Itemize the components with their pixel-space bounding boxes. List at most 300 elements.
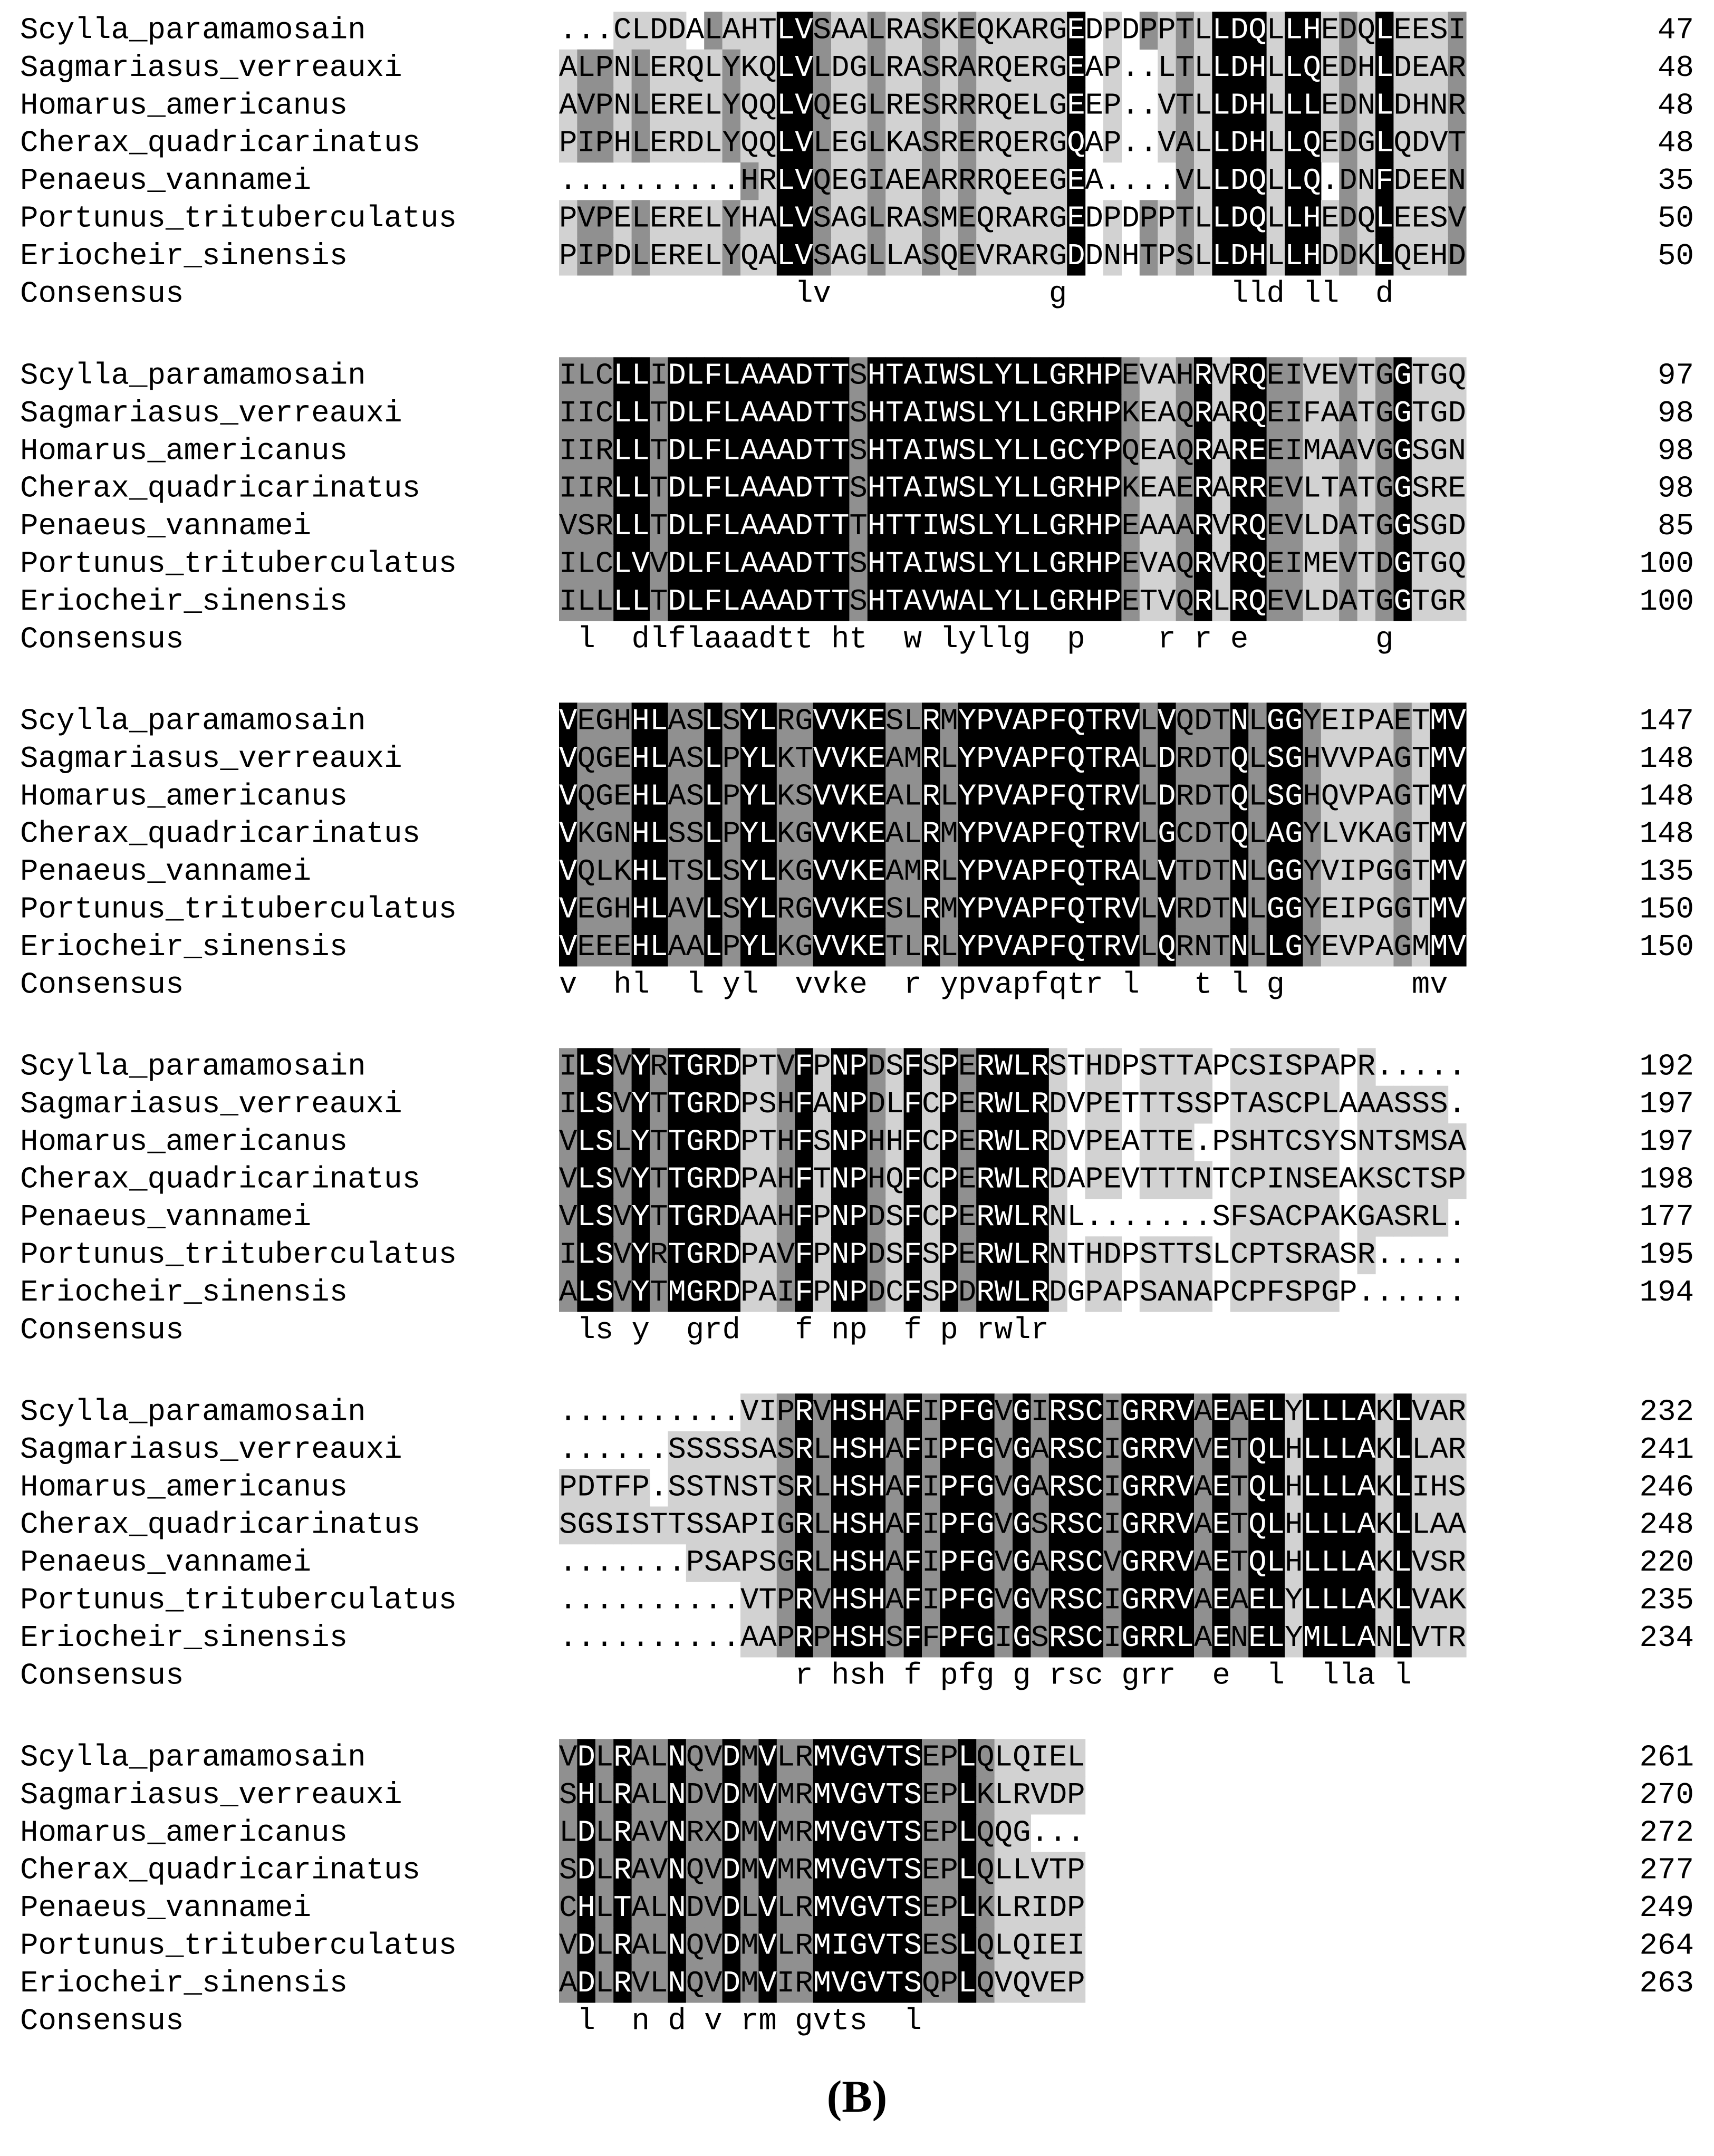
residue: A xyxy=(631,1929,650,1964)
residue: T xyxy=(1357,359,1376,393)
residue: V xyxy=(976,239,995,274)
residue: V xyxy=(867,1929,886,1964)
residue: A xyxy=(668,892,686,927)
species-name: Cherax_quadricarinatus xyxy=(20,1162,421,1197)
consensus-residue: g xyxy=(686,1313,705,1348)
residue: G xyxy=(849,1816,868,1851)
residue: L xyxy=(776,1929,795,1964)
residue: V xyxy=(577,201,595,236)
residue: D xyxy=(1048,1891,1067,1926)
residue: P xyxy=(1448,1162,1467,1197)
residue: I xyxy=(649,359,668,393)
residue: L xyxy=(631,396,650,431)
residue: P xyxy=(1085,1162,1104,1197)
residue: E xyxy=(1248,1583,1267,1618)
residue: R xyxy=(1448,1395,1467,1430)
residue: C xyxy=(1393,1162,1412,1197)
residue: V xyxy=(1103,1546,1122,1581)
residue: N xyxy=(1230,855,1249,890)
residue: Q xyxy=(1012,1966,1031,2001)
residue: P xyxy=(940,1395,958,1430)
residue: L xyxy=(704,704,723,739)
residue: E xyxy=(958,1087,977,1122)
residue: S xyxy=(686,1470,705,1505)
residue: E xyxy=(1103,1125,1122,1160)
residue: Y xyxy=(1284,1583,1303,1618)
residue: R xyxy=(795,1583,813,1618)
residue: G xyxy=(976,1432,995,1467)
residue: M xyxy=(1411,1125,1430,1160)
residue: L xyxy=(704,51,723,85)
consensus-residue: l xyxy=(1230,277,1249,312)
residue: A xyxy=(903,201,922,236)
residue: T xyxy=(1411,892,1430,927)
residue: L xyxy=(1393,1432,1412,1467)
residue: A xyxy=(885,164,904,199)
residue: L xyxy=(649,1740,668,1775)
residue: L xyxy=(1139,779,1158,814)
residue: L xyxy=(595,855,614,890)
residue: T xyxy=(668,1050,686,1084)
residue: V xyxy=(994,742,1013,776)
residue: L xyxy=(1248,704,1267,739)
residue: D xyxy=(795,396,813,431)
residue: P xyxy=(1357,704,1376,739)
residue: Q xyxy=(1248,1470,1267,1505)
residue: G xyxy=(686,1275,705,1310)
residue: Y xyxy=(740,855,759,890)
residue: T xyxy=(668,1238,686,1273)
residue: E xyxy=(1321,1162,1340,1197)
residue: T xyxy=(1321,471,1340,506)
residue: L xyxy=(631,584,650,619)
consensus-residue: g xyxy=(1012,622,1031,657)
residue: R xyxy=(1048,1508,1067,1543)
consensus-residue: m xyxy=(1411,968,1430,1003)
residue: H xyxy=(740,164,759,199)
residue: S xyxy=(1176,239,1195,274)
residue: Q xyxy=(758,51,777,85)
residue: L xyxy=(1284,239,1303,274)
residue: L xyxy=(813,1546,832,1581)
residue: I xyxy=(921,396,940,431)
residue: L xyxy=(649,779,668,814)
residue: T xyxy=(649,396,668,431)
residue: S xyxy=(921,126,940,161)
residue: M xyxy=(740,1778,759,1813)
residue: T xyxy=(885,1740,904,1775)
residue: T xyxy=(1139,584,1158,619)
residue: Y xyxy=(722,89,741,123)
residue: G xyxy=(849,51,868,85)
consensus-residue: h xyxy=(831,622,850,657)
residue: G xyxy=(1121,1621,1140,1656)
residue: L xyxy=(577,547,595,582)
residue: . xyxy=(1448,1200,1467,1235)
residue: S xyxy=(849,1621,868,1656)
consensus-residue: l xyxy=(1012,1313,1031,1348)
residue: S xyxy=(668,1432,686,1467)
residue: E xyxy=(613,779,632,814)
residue: E xyxy=(867,892,886,927)
residue: V xyxy=(831,704,850,739)
residue: D xyxy=(831,51,850,85)
residue: T xyxy=(1411,704,1430,739)
residue: Q xyxy=(1393,239,1412,274)
residue: P xyxy=(1212,1087,1230,1122)
residue: . xyxy=(1176,1200,1195,1235)
residue: V xyxy=(1121,817,1140,852)
residue: G xyxy=(1012,1508,1031,1543)
residue: . xyxy=(668,1546,686,1581)
residue: S xyxy=(813,13,832,48)
residue: L xyxy=(740,1891,759,1926)
consensus-residue: l xyxy=(994,622,1013,657)
residue: R xyxy=(940,126,958,161)
residue: L xyxy=(867,89,886,123)
residue: R xyxy=(795,1816,813,1851)
residue: D xyxy=(1448,396,1467,431)
residue: L xyxy=(595,1891,614,1926)
residue: L xyxy=(994,1778,1013,1813)
residue: E xyxy=(958,1238,977,1273)
residue: R xyxy=(1448,89,1467,123)
residue: R xyxy=(1048,1395,1067,1430)
residue: W xyxy=(994,1050,1013,1084)
species-name: Penaeus_vannamei xyxy=(20,855,312,890)
residue: L xyxy=(649,817,668,852)
residue: L xyxy=(649,742,668,776)
residue: I xyxy=(577,434,595,469)
species-name: Eriocheir_sinensis xyxy=(20,239,348,274)
residue-count: 47 xyxy=(1657,13,1694,48)
residue: P xyxy=(1248,1275,1267,1310)
residue: Q xyxy=(1158,930,1176,965)
residue: N xyxy=(831,1087,850,1122)
residue: M xyxy=(740,1929,759,1964)
residue: S xyxy=(1411,1087,1430,1122)
residue: . xyxy=(595,13,614,48)
consensus-residue: w xyxy=(903,622,922,657)
residue: V xyxy=(559,817,577,852)
residue: Q xyxy=(740,126,759,161)
residue: S xyxy=(921,1275,940,1310)
species-name: Scylla_paramamosain xyxy=(20,1050,366,1084)
species-name: Cherax_quadricarinatus xyxy=(20,1853,421,1888)
residue: G xyxy=(1357,126,1376,161)
residue: A xyxy=(776,359,795,393)
residue: V xyxy=(704,1929,723,1964)
residue: E xyxy=(1048,1929,1067,1964)
residue: K xyxy=(1357,817,1376,852)
residue: H xyxy=(831,1621,850,1656)
residue: H xyxy=(867,1470,886,1505)
residue: P xyxy=(940,1200,958,1235)
residue: E xyxy=(1067,51,1085,85)
residue: A xyxy=(758,1238,777,1273)
residue: K xyxy=(1121,471,1140,506)
residue: M xyxy=(1430,892,1448,927)
residue: L xyxy=(1266,13,1285,48)
residue: L xyxy=(813,51,832,85)
residue: R xyxy=(1411,1200,1430,1235)
residue: E xyxy=(1321,201,1340,236)
residue: P xyxy=(976,892,995,927)
residue: G xyxy=(976,1546,995,1581)
consensus-residue: d xyxy=(1266,277,1285,312)
residue: L xyxy=(704,817,723,852)
residue: F xyxy=(958,1621,977,1656)
residue: T xyxy=(1176,201,1195,236)
residue: N xyxy=(613,51,632,85)
residue: V xyxy=(994,704,1013,739)
species-name: Scylla_paramamosain xyxy=(20,1740,366,1775)
residue: G xyxy=(976,1395,995,1430)
residue: G xyxy=(1430,509,1448,544)
residue: G xyxy=(1048,359,1067,393)
residue: V xyxy=(1284,509,1303,544)
residue: L xyxy=(1248,892,1267,927)
residue: T xyxy=(1176,13,1195,48)
residue: T xyxy=(1357,396,1376,431)
residue: L xyxy=(1139,704,1158,739)
residue: T xyxy=(1085,892,1104,927)
residue: R xyxy=(668,126,686,161)
residue: I xyxy=(921,1470,940,1505)
residue: A xyxy=(1430,51,1448,85)
residue: D xyxy=(722,1162,741,1197)
residue: T xyxy=(1085,742,1104,776)
residue: R xyxy=(1067,471,1085,506)
residue: L xyxy=(1158,51,1176,85)
residue: A xyxy=(1375,1200,1394,1235)
residue: A xyxy=(885,1546,904,1581)
residue-count: 195 xyxy=(1639,1238,1694,1273)
residue: E xyxy=(958,13,977,48)
residue: A xyxy=(668,704,686,739)
residue: M xyxy=(813,1778,832,1813)
residue: R xyxy=(1158,1621,1176,1656)
residue: M xyxy=(776,1816,795,1851)
residue: G xyxy=(686,1125,705,1160)
residue: V xyxy=(795,164,813,199)
residue: E xyxy=(1103,1162,1122,1197)
residue: . xyxy=(1067,1816,1085,1851)
residue: I xyxy=(1284,434,1303,469)
residue: V xyxy=(831,1891,850,1926)
residue: P xyxy=(740,1238,759,1273)
residue-count: 261 xyxy=(1639,1740,1694,1775)
consensus-residue: g xyxy=(1048,277,1067,312)
residue: E xyxy=(867,779,886,814)
residue: . xyxy=(559,1395,577,1430)
residue: V xyxy=(831,892,850,927)
residue: Y xyxy=(994,434,1013,469)
consensus-residue: d xyxy=(668,2004,686,2039)
residue: A xyxy=(1375,817,1394,852)
residue: M xyxy=(1303,1621,1321,1656)
residue: D xyxy=(577,1853,595,1888)
residue: P xyxy=(595,126,614,161)
consensus-residue: c xyxy=(1085,1659,1104,1693)
residue: L xyxy=(1248,855,1267,890)
residue: K xyxy=(1448,1583,1467,1618)
residue: L xyxy=(1284,126,1303,161)
residue: A xyxy=(1430,1395,1448,1430)
residue: D xyxy=(722,1891,741,1926)
residue: . xyxy=(577,1546,595,1581)
consensus-residue: l xyxy=(686,622,705,657)
residue: Q xyxy=(994,51,1013,85)
residue: L xyxy=(1193,164,1212,199)
residue: T xyxy=(1212,704,1230,739)
residue: L xyxy=(867,126,886,161)
residue: H xyxy=(1085,359,1104,393)
residue: L xyxy=(649,704,668,739)
residue: H xyxy=(631,892,650,927)
species-name: Homarus_americanus xyxy=(20,434,348,469)
residue: I xyxy=(1103,1583,1122,1618)
residue: A xyxy=(1321,1238,1340,1273)
residue: V xyxy=(813,892,832,927)
residue: Y xyxy=(740,742,759,776)
residue: G xyxy=(1048,509,1067,544)
residue: D xyxy=(668,471,686,506)
residue: S xyxy=(849,584,868,619)
residue: G xyxy=(1048,126,1067,161)
residue: . xyxy=(1430,1275,1448,1310)
residue: H xyxy=(867,1508,886,1543)
residue: R xyxy=(704,1125,723,1160)
residue: R xyxy=(776,892,795,927)
residue: L xyxy=(1212,126,1230,161)
residue: R xyxy=(1193,359,1212,393)
residue: Q xyxy=(1176,584,1195,619)
residue: G xyxy=(849,1778,868,1813)
residue: I xyxy=(1103,1395,1122,1430)
residue: A xyxy=(758,471,777,506)
residue: L xyxy=(1284,201,1303,236)
residue: T xyxy=(813,509,832,544)
residue: Q xyxy=(1303,164,1321,199)
residue: P xyxy=(1158,239,1176,274)
residue: R xyxy=(776,704,795,739)
residue: P xyxy=(1212,1125,1230,1160)
residue: V xyxy=(994,1395,1013,1430)
residue: P xyxy=(940,1966,958,2001)
residue: R xyxy=(1031,1200,1049,1235)
residue: P xyxy=(940,1816,958,1851)
residue: A xyxy=(831,13,850,48)
residue: V xyxy=(1321,742,1340,776)
species-name: Cherax_quadricarinatus xyxy=(20,817,421,852)
residue: V xyxy=(867,1853,886,1888)
residue: P xyxy=(559,239,577,274)
residue: F xyxy=(704,584,723,619)
residue: L xyxy=(1031,396,1049,431)
residue: S xyxy=(595,1050,614,1084)
residue: V xyxy=(1176,1583,1195,1618)
residue: P xyxy=(722,779,741,814)
residue: R xyxy=(1048,1470,1067,1505)
residue: N xyxy=(831,1200,850,1235)
residue: F xyxy=(903,1125,922,1160)
residue: S xyxy=(686,1432,705,1467)
residue: L xyxy=(613,547,632,582)
residue: Y xyxy=(994,396,1013,431)
residue: E xyxy=(1048,1740,1067,1775)
residue: Y xyxy=(1284,1395,1303,1430)
residue: D xyxy=(722,1275,741,1310)
residue: V xyxy=(867,1778,886,1813)
residue: H xyxy=(867,471,886,506)
residue: H xyxy=(1176,359,1195,393)
residue: I xyxy=(921,1546,940,1581)
residue: D xyxy=(668,13,686,48)
residue: D xyxy=(1230,239,1249,274)
residue: C xyxy=(1085,1432,1104,1467)
species-name: Scylla_paramamosain xyxy=(20,359,366,393)
residue: R xyxy=(885,13,904,48)
residue: Y xyxy=(740,930,759,965)
residue: Q xyxy=(1230,742,1249,776)
residue: K xyxy=(776,779,795,814)
residue: L xyxy=(1375,13,1394,48)
species-name: Homarus_americanus xyxy=(20,1816,348,1851)
residue: . xyxy=(704,1395,723,1430)
residue: A xyxy=(1012,13,1031,48)
residue: . xyxy=(686,1621,705,1656)
residue-count: 263 xyxy=(1639,1966,1694,2001)
residue: C xyxy=(595,547,614,582)
residue: D xyxy=(668,396,686,431)
residue: D xyxy=(795,471,813,506)
residue: L xyxy=(994,1740,1013,1775)
residue: Y xyxy=(994,509,1013,544)
residue: V xyxy=(795,51,813,85)
residue: L xyxy=(758,704,777,739)
residue: L xyxy=(813,1470,832,1505)
residue: E xyxy=(867,742,886,776)
residue: E xyxy=(649,201,668,236)
residue: A xyxy=(1321,1200,1340,1235)
residue: T xyxy=(885,396,904,431)
residue: Y xyxy=(631,1200,650,1235)
residue-count: 234 xyxy=(1639,1621,1694,1656)
residue: Q xyxy=(813,164,832,199)
residue: . xyxy=(613,1395,632,1430)
residue: H xyxy=(867,1395,886,1430)
residue: P xyxy=(1212,1050,1230,1084)
residue: C xyxy=(595,359,614,393)
species-name: Portunus_trituberculatus xyxy=(20,892,457,927)
residue: . xyxy=(1139,51,1158,85)
residue-count: 50 xyxy=(1657,239,1694,274)
residue: R xyxy=(940,51,958,85)
residue: Y xyxy=(740,892,759,927)
residue: R xyxy=(1230,434,1249,469)
residue: F xyxy=(795,1275,813,1310)
residue: E xyxy=(686,239,705,274)
residue: V xyxy=(559,1929,577,1964)
residue: V xyxy=(1158,855,1176,890)
residue: E xyxy=(958,1162,977,1197)
residue: T xyxy=(1448,126,1467,161)
residue: I xyxy=(921,1432,940,1467)
residue: I xyxy=(1284,396,1303,431)
residue: R xyxy=(795,1395,813,1430)
consensus-residue: e xyxy=(849,968,868,1003)
